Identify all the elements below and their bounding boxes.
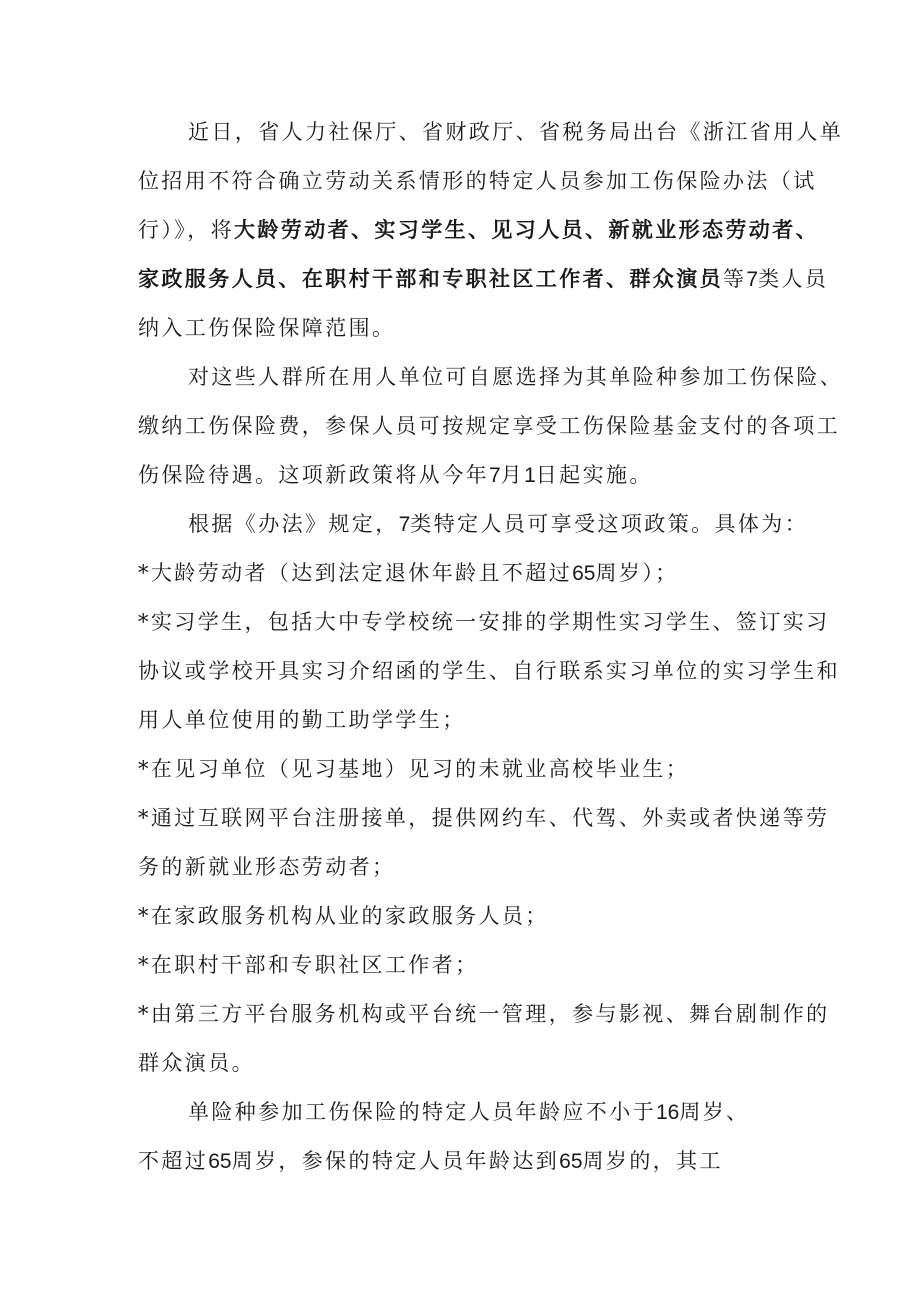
paragraph-1-line-3 — [138, 216, 819, 244]
bold-text-run: 大龄劳动者、实习学生、见习人员、新就业形态劳动者、 — [234, 217, 819, 242]
text-run: 月 — [500, 463, 525, 487]
text-run: 伤保险待遇。这项新政策将从今年 — [138, 463, 489, 487]
text-run: 近日，省人力社保厅、省财政厅、省税务局出台《浙江省用人单 — [188, 120, 844, 144]
paragraph-4-line-2 — [138, 1147, 798, 1175]
paragraph-1-line-2 — [138, 167, 817, 195]
text-run: 纳入工伤保险保障范围。 — [138, 316, 396, 340]
text-run: 类人员 — [758, 267, 829, 291]
text-run: 周岁的，其工 — [582, 1149, 723, 1173]
text-run: 类特定人员可享受这项政策。具体为： — [410, 512, 809, 536]
text-run: 单险种参加工伤保险的特定人员年龄应不小于 — [188, 1100, 656, 1124]
text-run: 周岁，参保的特定人员年龄达到 — [231, 1149, 560, 1173]
text-run: *在家政服务机构从业的家政服务人员； — [138, 904, 549, 928]
number-run: 65 — [208, 1150, 232, 1173]
paragraph-3-line-1 — [188, 510, 848, 538]
list-item-2-line-1 — [138, 608, 830, 636]
text-run: 对这些人群所在用人单位可自愿选择为其单险种参加工伤保险、 — [188, 365, 844, 389]
list-item-4-line-1 — [138, 804, 830, 832]
text-run: *大龄劳动者（达到法定退休年龄且不超过 — [138, 561, 573, 585]
number-run: 1 — [524, 464, 536, 487]
list-item-7-line-1 — [138, 1000, 830, 1028]
number-run: 7 — [489, 464, 501, 487]
text-run: 日起实施。 — [535, 463, 653, 487]
text-run: 缴纳工伤保险费，参保人员可按规定享受工伤保险基金支付的各项工 — [138, 414, 840, 438]
text-run: 位招用不符合确立劳动关系情形的特定人员参加工伤保险办法（试 — [138, 169, 817, 193]
list-item-2-line-3 — [138, 706, 798, 734]
text-run: 等 — [723, 267, 747, 291]
text-run: *实习学生，包括大中专学校统一安排的学期性实习学生、签订实习 — [138, 610, 830, 634]
bold-text-run: 家政服务人员、在职村干部和专职社区工作者、群众演员 — [138, 266, 723, 291]
paragraph-2-line-1 — [188, 363, 848, 391]
paragraph-4-line-1 — [188, 1098, 848, 1126]
text-run: 务的新就业形态劳动者； — [138, 855, 396, 879]
text-run: 群众演员。 — [138, 1051, 255, 1075]
list-item-5 — [138, 902, 798, 930]
list-item-2-line-2 — [138, 657, 840, 685]
paragraph-1-line-5 — [138, 314, 798, 342]
text-run: *由第三方平台服务机构或平台统一管理，参与影视、舞台剧制作的 — [138, 1002, 830, 1026]
paragraph-2-line-3 — [138, 461, 798, 489]
number-run: 7 — [398, 513, 411, 536]
text-run: 周岁）； — [595, 561, 679, 585]
text-run: *通过互联网平台注册接单，提供网约车、代驾、外卖或者快递等劳 — [138, 806, 830, 830]
text-run: 用人单位使用的勤工助学学生； — [138, 708, 466, 732]
number-run: 7 — [746, 268, 759, 291]
list-item-1 — [138, 559, 798, 587]
text-run: 周岁、 — [679, 1100, 750, 1124]
list-item-7-line-2 — [138, 1049, 798, 1077]
text-run: 协议或学校开具实习介绍函的学生、自行联系实习单位的实习学生和 — [138, 659, 840, 683]
text-run: *在见习单位（见习基地）见习的未就业高校毕业生； — [138, 757, 690, 781]
text-run: 根据《办法》规定， — [188, 512, 399, 536]
list-item-3 — [138, 755, 798, 783]
text-run: 行）》，将 — [138, 218, 234, 242]
list-item-6 — [138, 951, 798, 979]
paragraph-1-line-4 — [138, 265, 829, 293]
paragraph-2-line-2 — [138, 412, 840, 440]
text-run: 不超过 — [138, 1149, 209, 1173]
list-item-4-line-2 — [138, 853, 798, 881]
number-run: 16 — [656, 1101, 680, 1124]
number-run: 65 — [559, 1150, 583, 1173]
number-run: 65 — [572, 562, 596, 585]
text-run: *在职村干部和专职社区工作者； — [138, 953, 479, 977]
paragraph-1-line-1 — [188, 118, 848, 146]
